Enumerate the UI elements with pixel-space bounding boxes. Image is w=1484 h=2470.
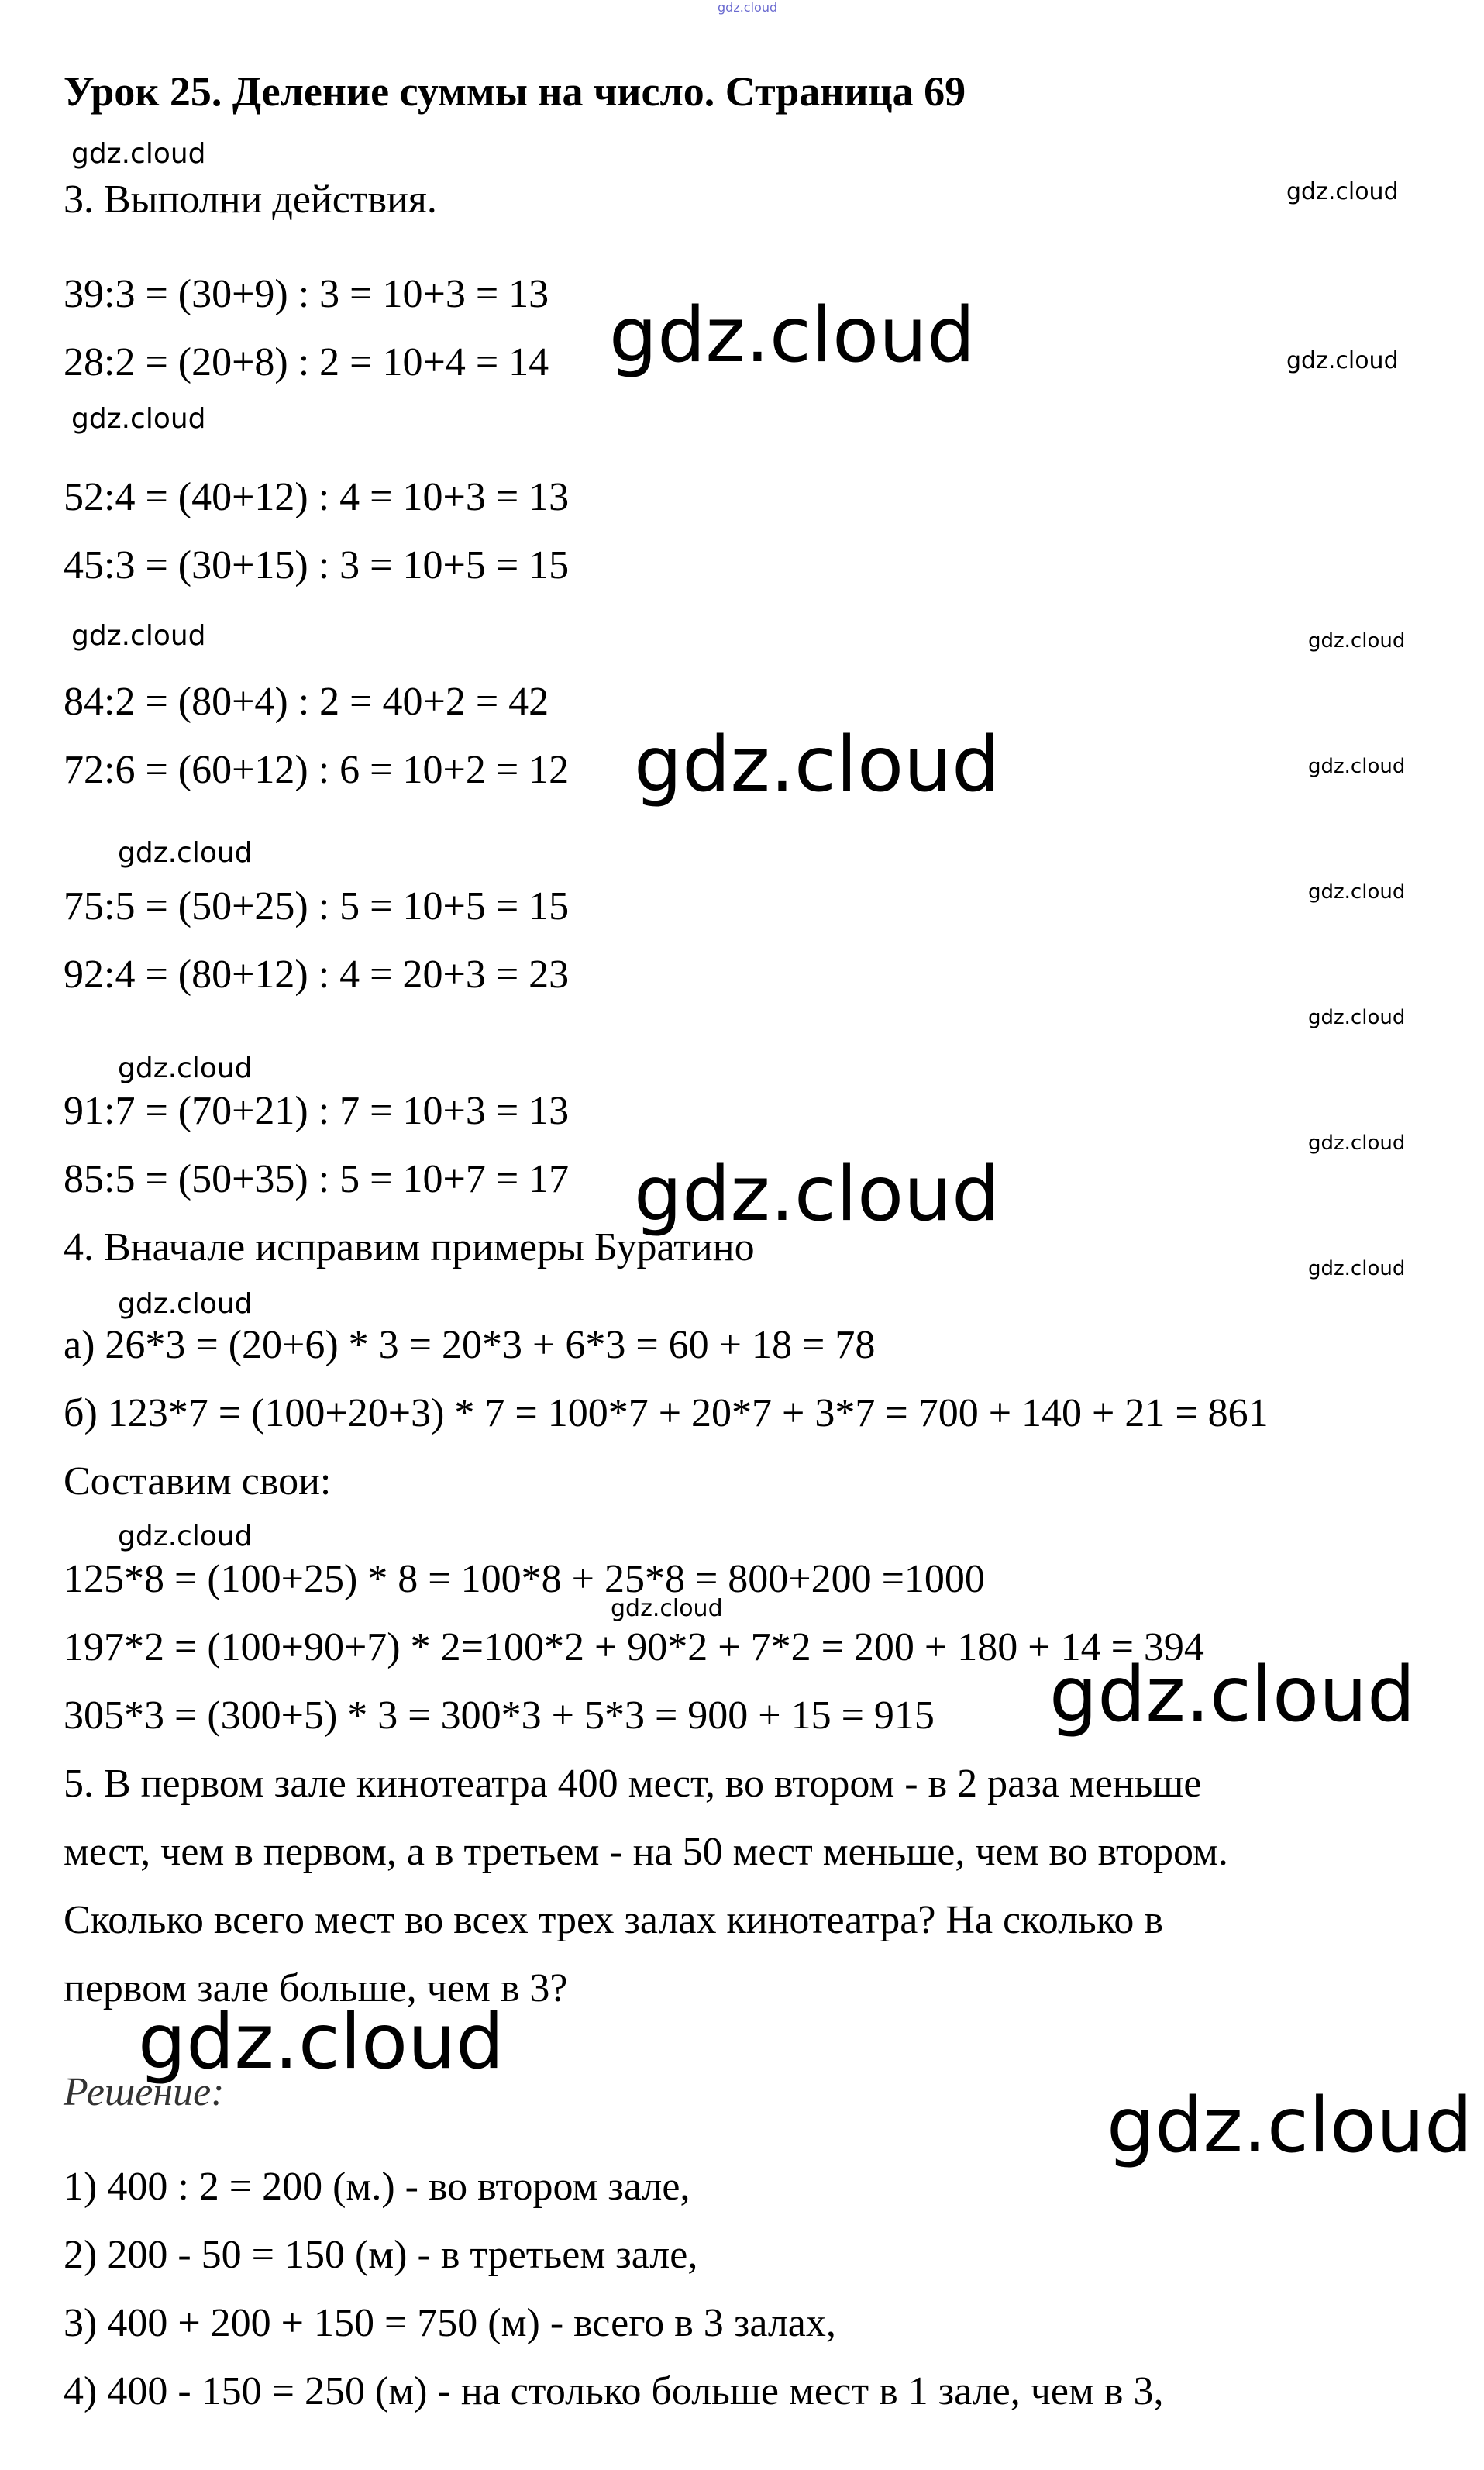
task3-heading: 3. Выполни действия. bbox=[64, 177, 437, 222]
task3-line: 91:7 = (70+21) : 7 = 10+3 = 13 bbox=[64, 1089, 570, 1133]
watermark: gdz.cloud bbox=[118, 1521, 253, 1552]
task4-own-line: 197*2 = (100+90+7) * 2=100*2 + 90*2 + 7*2 = 200 + 180 + 14 = 394 bbox=[64, 1625, 1204, 1669]
task4-own-line: 125*8 = (100+25) * 8 = 100*8 + 25*8 = 800+200 =1000 bbox=[64, 1557, 985, 1601]
solution-line: 1) 400 : 2 = 200 (м.) - во втором зале, bbox=[64, 2165, 690, 2209]
solution-label: Решение: bbox=[64, 2070, 225, 2114]
task3-line: 84:2 = (80+4) : 2 = 40+2 = 42 bbox=[64, 680, 549, 724]
task5-problem-line: Сколько всего мест во всех трех залах кинотеатра? На сколько в bbox=[64, 1898, 1163, 1942]
watermark: gdz.cloud bbox=[1308, 755, 1406, 778]
task3-line: 45:3 = (30+15) : 3 = 10+5 = 15 bbox=[64, 543, 570, 587]
task3-line: 52:4 = (40+12) : 4 = 10+3 = 13 bbox=[64, 475, 570, 519]
watermark: gdz.cloud bbox=[1308, 1257, 1406, 1280]
watermark: gdz.cloud bbox=[611, 1595, 723, 1622]
task5-problem-line: первом зале больше, чем в 3? bbox=[64, 1966, 568, 2010]
watermark: gdz.cloud bbox=[1308, 629, 1406, 653]
watermark-large: gdz.cloud bbox=[138, 1998, 504, 2086]
watermark-large: gdz.cloud bbox=[1107, 2082, 1473, 2170]
task4-line: б) 123*7 = (100+20+3) * 7 = 100*7 + 20*7 + 3*7 = 700 + 140 + 21 = 861 bbox=[64, 1391, 1269, 1435]
task4-own-heading: Составим свои: bbox=[64, 1459, 332, 1504]
watermark: gdz.cloud bbox=[118, 1052, 253, 1084]
solution-line: 2) 200 - 50 = 150 (м) - в третьем зале, bbox=[64, 2233, 698, 2277]
page-title: Урок 25. Деление суммы на число. Страница 69 bbox=[64, 68, 966, 115]
watermark: gdz.cloud bbox=[71, 620, 206, 652]
watermark-large: gdz.cloud bbox=[634, 1150, 1000, 1238]
watermark: gdz.cloud bbox=[1286, 347, 1399, 374]
task5-problem-line: мест, чем в первом, а в третьем - на 50 мест меньше, чем во втором. bbox=[64, 1830, 1228, 1874]
task3-line: 92:4 = (80+12) : 4 = 20+3 = 23 bbox=[64, 953, 570, 997]
watermark: gdz.cloud bbox=[1308, 1006, 1406, 1029]
task3-line: 85:5 = (50+35) : 5 = 10+7 = 17 bbox=[64, 1157, 570, 1201]
watermark: gdz.cloud bbox=[118, 837, 253, 869]
watermark-top: gdz.cloud bbox=[718, 0, 778, 15]
task4-line: а) 26*3 = (20+6) * 3 = 20*3 + 6*3 = 60 + 18 = 78 bbox=[64, 1323, 876, 1367]
task3-line: 39:3 = (30+9) : 3 = 10+3 = 13 bbox=[64, 272, 549, 316]
watermark: gdz.cloud bbox=[1308, 880, 1406, 904]
task4-own-line: 305*3 = (300+5) * 3 = 300*3 + 5*3 = 900 + 15 = 915 bbox=[64, 1693, 935, 1738]
task4-heading: 4. Вначале исправим примеры Буратино bbox=[64, 1225, 755, 1269]
solution-line: 3) 400 + 200 + 150 = 750 (м) - всего в 3 залах, bbox=[64, 2301, 836, 2345]
task5-problem-line: 5. В первом зале кинотеатра 400 мест, во втором - в 2 раза меньше bbox=[64, 1762, 1202, 1806]
watermark: gdz.cloud bbox=[118, 1288, 253, 1320]
watermark: gdz.cloud bbox=[1286, 178, 1399, 205]
task3-line: 28:2 = (20+8) : 2 = 10+4 = 14 bbox=[64, 340, 549, 384]
watermark: gdz.cloud bbox=[71, 138, 206, 170]
watermark-large: gdz.cloud bbox=[609, 291, 976, 380]
watermark-large: gdz.cloud bbox=[634, 721, 1000, 809]
watermark: gdz.cloud bbox=[1308, 1132, 1406, 1155]
task3-line: 75:5 = (50+25) : 5 = 10+5 = 15 bbox=[64, 884, 570, 928]
watermark: gdz.cloud bbox=[71, 403, 206, 435]
watermark-large: gdz.cloud bbox=[1049, 1651, 1416, 1739]
solution-line: 4) 400 - 150 = 250 (м) - на столько больше мест в 1 зале, чем в 3, bbox=[64, 2369, 1164, 2413]
task3-line: 72:6 = (60+12) : 6 = 10+2 = 12 bbox=[64, 748, 570, 792]
